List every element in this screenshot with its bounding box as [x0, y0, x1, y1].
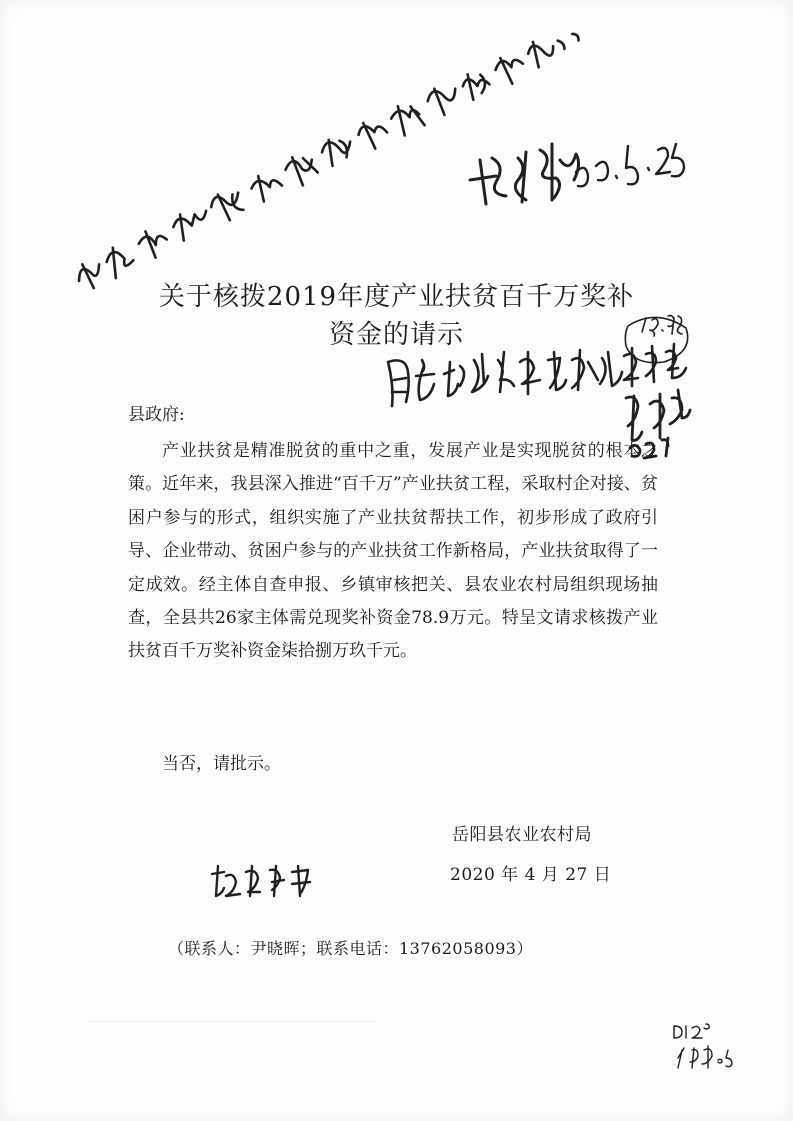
scan-artifact-line [88, 1021, 378, 1022]
document-title-line1: 关于核拨2019年度产业扶贫百千万奖补 [158, 282, 635, 312]
issuing-organization: 岳阳县农业农村局 [452, 825, 592, 845]
document-title-line2: 资金的请示 [328, 320, 464, 350]
body-paragraph: 产业扶贫是精准脱贫的重中之重，发展产业是实现脱贫的根本之策。近年来，我县深入推进“百千万”产业扶贫工程，采取村企对接、贫困户参与的形式，组织实施了产业扶贫帮扶工作，初步形成了政府引导、企业带动、贫困户参与的产业扶贫工作新格局，产业扶贫取得了一定成效。经主体自查申报、乡镇审核把关、县农业农村局组织现场抽查，全县共26家主体需兑现奖补资金78.9万元。特呈文请求核拨产业扶贫百千万奖补资金柒拾捌万玖千元。 [128, 441, 658, 662]
issue-date: 2020 年 4 月 27 日 [450, 865, 612, 885]
handwritten-instruction-top [40, 40, 700, 250]
handwritten-note-bottom-right [670, 1020, 750, 1080]
contact-info: （联系人：尹晓晖；联系电话：13762058093） [168, 939, 533, 958]
handwritten-signature-left [206, 862, 326, 902]
closing-line: 当否，请批示。 [162, 754, 281, 774]
addressee: 县政府: [128, 405, 185, 425]
